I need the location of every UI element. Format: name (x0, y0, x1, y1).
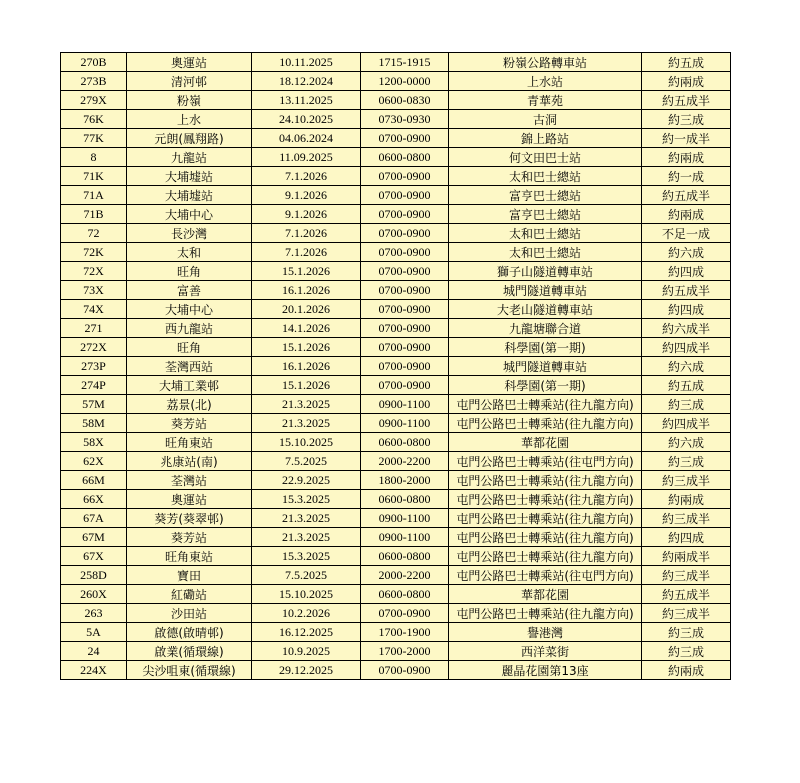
date-cell: 7.1.2026 (252, 243, 361, 262)
date-cell: 15.1.2026 (252, 376, 361, 395)
table-row (61, 110, 731, 129)
date-cell: 18.12.2024 (252, 72, 361, 91)
route-number-cell: 72K (61, 243, 127, 262)
rate-cell: 約五成 (642, 376, 731, 395)
table-row (61, 566, 731, 585)
route-number-cell: 273B (61, 72, 127, 91)
location-cell: 科學園(第一期) (449, 338, 642, 357)
rate-cell: 約三成半 (642, 604, 731, 623)
table-row (61, 585, 731, 604)
date-cell: 10.11.2025 (252, 53, 361, 72)
location-cell: 屯門公路巴士轉乘站(往九龍方向) (449, 528, 642, 547)
route-number-cell: 274P (61, 376, 127, 395)
route-number-cell: 62X (61, 452, 127, 471)
table-row (61, 642, 731, 661)
time-period-cell: 0900-1100 (361, 414, 449, 433)
route-number-cell: 279X (61, 91, 127, 110)
origin-cell: 九龍站 (127, 148, 252, 167)
time-period-cell: 0700-0900 (361, 338, 449, 357)
origin-cell: 大埔墟站 (127, 186, 252, 205)
route-number-cell: 224X (61, 661, 127, 680)
location-cell: 太和巴士總站 (449, 224, 642, 243)
route-number-cell: 72X (61, 262, 127, 281)
origin-cell: 尖沙咀東(循環線) (127, 661, 252, 680)
rate-cell: 約三成 (642, 395, 731, 414)
time-period-cell: 0900-1100 (361, 509, 449, 528)
date-cell: 7.5.2025 (252, 452, 361, 471)
table-row (61, 376, 731, 395)
time-period-cell: 0700-0900 (361, 319, 449, 338)
route-table-body (61, 53, 731, 680)
rate-cell: 約六成 (642, 433, 731, 452)
location-cell: 譽港灣 (449, 623, 642, 642)
date-cell: 9.1.2026 (252, 205, 361, 224)
time-period-cell: 0700-0900 (361, 604, 449, 623)
origin-cell: 荃灣站 (127, 471, 252, 490)
location-cell: 屯門公路巴士轉乘站(往九龍方向) (449, 490, 642, 509)
table-row (61, 319, 731, 338)
time-period-cell: 0900-1100 (361, 528, 449, 547)
time-period-cell: 0700-0900 (361, 167, 449, 186)
location-cell: 大老山隧道轉車站 (449, 300, 642, 319)
rate-cell: 約三成半 (642, 566, 731, 585)
location-cell: 青華苑 (449, 91, 642, 110)
origin-cell: 沙田站 (127, 604, 252, 623)
table-row (61, 547, 731, 566)
table-row (61, 167, 731, 186)
time-period-cell: 0700-0900 (361, 661, 449, 680)
rate-cell: 約兩成半 (642, 547, 731, 566)
time-period-cell: 0600-0800 (361, 433, 449, 452)
date-cell: 15.3.2025 (252, 547, 361, 566)
origin-cell: 啟業(循環線) (127, 642, 252, 661)
time-period-cell: 1715-1915 (361, 53, 449, 72)
location-cell: 古洞 (449, 110, 642, 129)
rate-cell: 約三成 (642, 110, 731, 129)
location-cell: 屯門公路巴士轉乘站(往九龍方向) (449, 547, 642, 566)
origin-cell: 長沙灣 (127, 224, 252, 243)
rate-cell: 約五成半 (642, 281, 731, 300)
date-cell: 15.10.2025 (252, 433, 361, 452)
date-cell: 22.9.2025 (252, 471, 361, 490)
date-cell: 29.12.2025 (252, 661, 361, 680)
time-period-cell: 0900-1100 (361, 395, 449, 414)
table-row (61, 72, 731, 91)
rate-cell: 約三成半 (642, 471, 731, 490)
date-cell: 21.3.2025 (252, 509, 361, 528)
date-cell: 11.09.2025 (252, 148, 361, 167)
date-cell: 7.5.2025 (252, 566, 361, 585)
date-cell: 24.10.2025 (252, 110, 361, 129)
origin-cell: 葵芳站 (127, 528, 252, 547)
rate-cell: 約四成 (642, 262, 731, 281)
time-period-cell: 0700-0900 (361, 281, 449, 300)
origin-cell: 上水 (127, 110, 252, 129)
table-row (61, 528, 731, 547)
rate-cell: 約三成 (642, 452, 731, 471)
route-number-cell: 8 (61, 148, 127, 167)
location-cell: 城門隧道轉車站 (449, 357, 642, 376)
location-cell: 九龍塘聯合道 (449, 319, 642, 338)
origin-cell: 大埔墟站 (127, 167, 252, 186)
date-cell: 9.1.2026 (252, 186, 361, 205)
table-row (61, 300, 731, 319)
date-cell: 21.3.2025 (252, 528, 361, 547)
route-number-cell: 67X (61, 547, 127, 566)
route-number-cell: 5A (61, 623, 127, 642)
time-period-cell: 0700-0900 (361, 205, 449, 224)
date-cell: 10.2.2026 (252, 604, 361, 623)
route-number-cell: 263 (61, 604, 127, 623)
route-table-container (60, 52, 731, 680)
location-cell: 富亨巴士總站 (449, 205, 642, 224)
time-period-cell: 0700-0900 (361, 357, 449, 376)
origin-cell: 葵芳站 (127, 414, 252, 433)
location-cell: 屯門公路巴士轉乘站(往九龍方向) (449, 604, 642, 623)
route-number-cell: 67M (61, 528, 127, 547)
origin-cell: 紅磡站 (127, 585, 252, 604)
location-cell: 富亨巴士總站 (449, 186, 642, 205)
date-cell: 16.12.2025 (252, 623, 361, 642)
route-number-cell: 273P (61, 357, 127, 376)
origin-cell: 大埔中心 (127, 300, 252, 319)
rate-cell: 約兩成 (642, 205, 731, 224)
location-cell: 城門隧道轉車站 (449, 281, 642, 300)
route-number-cell: 272X (61, 338, 127, 357)
date-cell: 16.1.2026 (252, 281, 361, 300)
table-row (61, 53, 731, 72)
rate-cell: 約五成半 (642, 585, 731, 604)
origin-cell: 旺角 (127, 338, 252, 357)
table-row (61, 509, 731, 528)
time-period-cell: 0700-0900 (361, 300, 449, 319)
date-cell: 10.9.2025 (252, 642, 361, 661)
route-table (60, 52, 731, 680)
location-cell: 屯門公路巴士轉乘站(往九龍方向) (449, 414, 642, 433)
time-period-cell: 0700-0900 (361, 186, 449, 205)
date-cell: 15.1.2026 (252, 338, 361, 357)
date-cell: 15.10.2025 (252, 585, 361, 604)
route-number-cell: 67A (61, 509, 127, 528)
route-number-cell: 71A (61, 186, 127, 205)
location-cell: 屯門公路巴士轉乘站(往屯門方向) (449, 566, 642, 585)
rate-cell: 約六成半 (642, 319, 731, 338)
rate-cell: 約四成 (642, 300, 731, 319)
origin-cell: 清河邨 (127, 72, 252, 91)
time-period-cell: 0730-0930 (361, 110, 449, 129)
table-row (61, 338, 731, 357)
time-period-cell: 0600-0830 (361, 91, 449, 110)
time-period-cell: 1700-2000 (361, 642, 449, 661)
route-number-cell: 57M (61, 395, 127, 414)
rate-cell: 約五成半 (642, 91, 731, 110)
table-row (61, 243, 731, 262)
rate-cell: 約三成半 (642, 509, 731, 528)
time-period-cell: 0700-0900 (361, 376, 449, 395)
time-period-cell: 0600-0800 (361, 585, 449, 604)
route-number-cell: 72 (61, 224, 127, 243)
table-row (61, 205, 731, 224)
route-number-cell: 270B (61, 53, 127, 72)
location-cell: 太和巴士總站 (449, 243, 642, 262)
table-row (61, 281, 731, 300)
table-row (61, 148, 731, 167)
date-cell: 04.06.2024 (252, 129, 361, 148)
route-number-cell: 71K (61, 167, 127, 186)
route-number-cell: 66M (61, 471, 127, 490)
date-cell: 14.1.2026 (252, 319, 361, 338)
location-cell: 屯門公路巴士轉乘站(往屯門方向) (449, 452, 642, 471)
route-number-cell: 71B (61, 205, 127, 224)
location-cell: 太和巴士總站 (449, 167, 642, 186)
date-cell: 13.11.2025 (252, 91, 361, 110)
origin-cell: 太和 (127, 243, 252, 262)
time-period-cell: 0700-0900 (361, 224, 449, 243)
location-cell: 獅子山隧道轉車站 (449, 262, 642, 281)
origin-cell: 荔景(北) (127, 395, 252, 414)
time-period-cell: 0600-0800 (361, 490, 449, 509)
time-period-cell: 0700-0900 (361, 243, 449, 262)
time-period-cell: 2000-2200 (361, 452, 449, 471)
table-row (61, 414, 731, 433)
rate-cell: 約兩成 (642, 661, 731, 680)
route-number-cell: 74X (61, 300, 127, 319)
location-cell: 麗晶花園第13座 (449, 661, 642, 680)
location-cell: 華都花園 (449, 585, 642, 604)
location-cell: 西洋菜街 (449, 642, 642, 661)
location-cell: 屯門公路巴士轉乘站(往九龍方向) (449, 395, 642, 414)
table-row (61, 471, 731, 490)
origin-cell: 啟德(啟晴邨) (127, 623, 252, 642)
time-period-cell: 0700-0900 (361, 129, 449, 148)
date-cell: 16.1.2026 (252, 357, 361, 376)
date-cell: 7.1.2026 (252, 167, 361, 186)
origin-cell: 奧運站 (127, 53, 252, 72)
rate-cell: 約四成半 (642, 338, 731, 357)
origin-cell: 兆康站(南) (127, 452, 252, 471)
origin-cell: 旺角 (127, 262, 252, 281)
origin-cell: 奧運站 (127, 490, 252, 509)
location-cell: 科學園(第一期) (449, 376, 642, 395)
origin-cell: 粉嶺 (127, 91, 252, 110)
rate-cell: 不足一成 (642, 224, 731, 243)
date-cell: 7.1.2026 (252, 224, 361, 243)
route-number-cell: 271 (61, 319, 127, 338)
origin-cell: 寶田 (127, 566, 252, 585)
route-number-cell: 260X (61, 585, 127, 604)
route-number-cell: 77K (61, 129, 127, 148)
origin-cell: 大埔中心 (127, 205, 252, 224)
date-cell: 15.3.2025 (252, 490, 361, 509)
origin-cell: 富善 (127, 281, 252, 300)
date-cell: 21.3.2025 (252, 414, 361, 433)
rate-cell: 約五成半 (642, 186, 731, 205)
origin-cell: 元朗(鳳翔路) (127, 129, 252, 148)
location-cell: 屯門公路巴士轉乘站(往九龍方向) (449, 509, 642, 528)
route-number-cell: 24 (61, 642, 127, 661)
location-cell: 華都花園 (449, 433, 642, 452)
rate-cell: 約兩成 (642, 72, 731, 91)
time-period-cell: 1700-1900 (361, 623, 449, 642)
origin-cell: 西九龍站 (127, 319, 252, 338)
date-cell: 15.1.2026 (252, 262, 361, 281)
time-period-cell: 0600-0800 (361, 148, 449, 167)
table-row (61, 129, 731, 148)
rate-cell: 約三成 (642, 623, 731, 642)
time-period-cell: 2000-2200 (361, 566, 449, 585)
origin-cell: 大埔工業邨 (127, 376, 252, 395)
rate-cell: 約四成 (642, 528, 731, 547)
route-number-cell: 258D (61, 566, 127, 585)
location-cell: 上水站 (449, 72, 642, 91)
location-cell: 錦上路站 (449, 129, 642, 148)
table-row (61, 357, 731, 376)
rate-cell: 約六成 (642, 357, 731, 376)
table-row (61, 604, 731, 623)
table-row (61, 395, 731, 414)
location-cell: 粉嶺公路轉車站 (449, 53, 642, 72)
table-row (61, 490, 731, 509)
route-number-cell: 76K (61, 110, 127, 129)
rate-cell: 約兩成 (642, 148, 731, 167)
location-cell: 屯門公路巴士轉乘站(往九龍方向) (449, 471, 642, 490)
route-number-cell: 58M (61, 414, 127, 433)
location-cell: 何文田巴士站 (449, 148, 642, 167)
time-period-cell: 1800-2000 (361, 471, 449, 490)
route-number-cell: 73X (61, 281, 127, 300)
table-row (61, 262, 731, 281)
origin-cell: 葵芳(葵翠邨) (127, 509, 252, 528)
table-row (61, 433, 731, 452)
table-row (61, 452, 731, 471)
rate-cell: 約一成半 (642, 129, 731, 148)
rate-cell: 約五成 (642, 53, 731, 72)
rate-cell: 約兩成 (642, 490, 731, 509)
rate-cell: 約一成 (642, 167, 731, 186)
table-row (61, 186, 731, 205)
table-row (61, 623, 731, 642)
time-period-cell: 1200-0000 (361, 72, 449, 91)
table-row (61, 91, 731, 110)
rate-cell: 約六成 (642, 243, 731, 262)
origin-cell: 旺角東站 (127, 547, 252, 566)
table-row (61, 224, 731, 243)
origin-cell: 旺角東站 (127, 433, 252, 452)
date-cell: 20.1.2026 (252, 300, 361, 319)
route-number-cell: 58X (61, 433, 127, 452)
rate-cell: 約三成 (642, 642, 731, 661)
date-cell: 21.3.2025 (252, 395, 361, 414)
route-number-cell: 66X (61, 490, 127, 509)
origin-cell: 荃灣西站 (127, 357, 252, 376)
rate-cell: 約四成半 (642, 414, 731, 433)
table-row (61, 661, 731, 680)
time-period-cell: 0700-0900 (361, 262, 449, 281)
time-period-cell: 0600-0800 (361, 547, 449, 566)
